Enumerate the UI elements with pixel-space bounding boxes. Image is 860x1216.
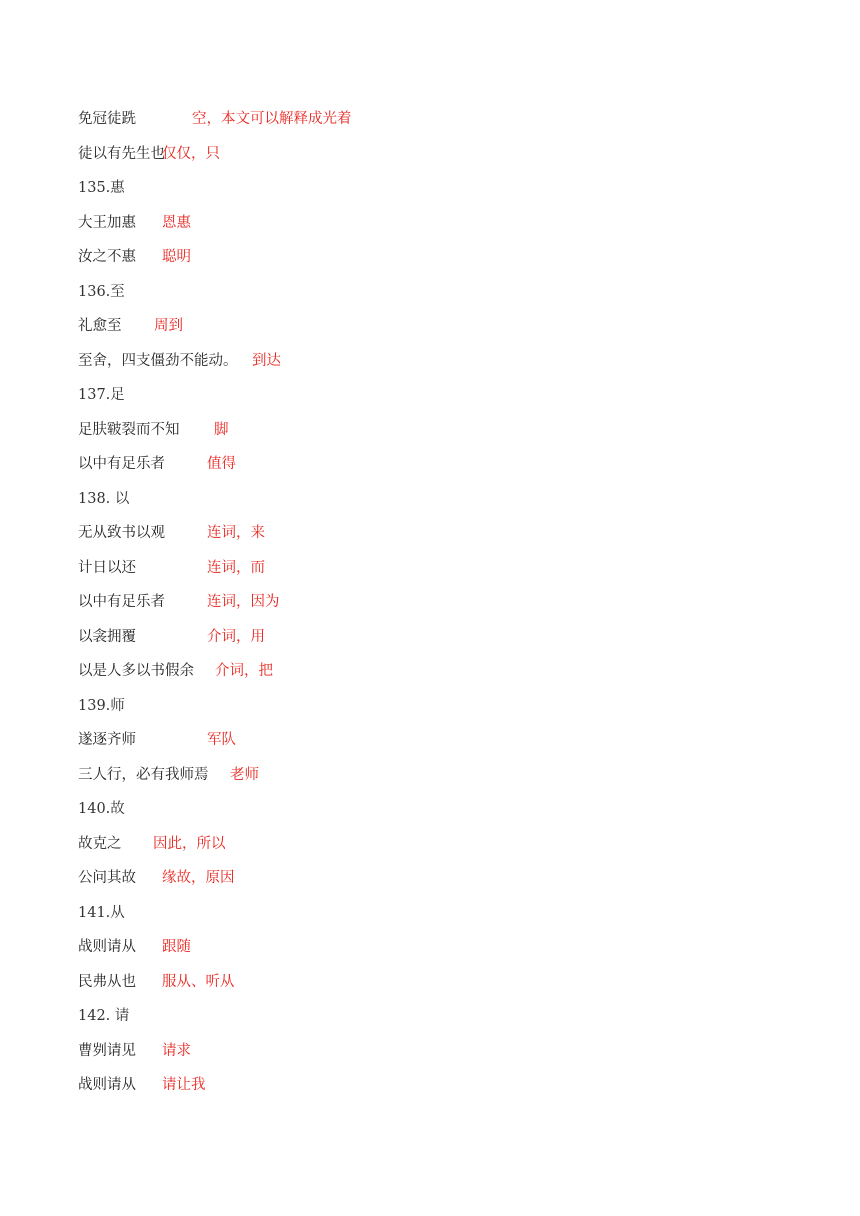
section-heading <box>78 1006 778 1041</box>
entry-gloss: 聪明 <box>162 249 191 265</box>
heading-text: 135.惠 <box>78 180 125 196</box>
vocab-entry <box>78 213 778 248</box>
entry-gloss: 缘故，原因 <box>162 870 235 886</box>
entry-term: 以中有足乐者 <box>78 456 165 472</box>
vocab-entry <box>78 1075 778 1110</box>
section-heading <box>78 385 778 420</box>
entry-gloss: 军队 <box>207 732 236 748</box>
entry-gloss: 跟随 <box>162 939 191 955</box>
entry-term: 遂逐齐师 <box>78 732 136 748</box>
entry-term: 民弗从也 <box>78 973 136 990</box>
entry-gloss: 因此，所以 <box>153 835 226 852</box>
vocab-entry <box>78 661 778 696</box>
section-heading <box>78 696 778 731</box>
entry-gloss: 仅仅，只 <box>162 145 220 162</box>
vocab-entry <box>78 247 778 282</box>
entry-term: 大王加惠 <box>78 214 136 231</box>
section-heading <box>78 799 778 834</box>
entry-gloss: 周到 <box>154 318 183 334</box>
entry-gloss: 介词，把 <box>215 663 273 679</box>
entry-gloss: 恩惠 <box>162 214 191 231</box>
heading-text: 141.从 <box>78 904 125 921</box>
vocab-entry <box>78 558 778 593</box>
vocab-entry <box>78 454 778 489</box>
vocab-entry <box>78 316 778 351</box>
entry-term: 徒以有先生也 <box>78 145 165 162</box>
entry-gloss: 老师 <box>230 766 259 783</box>
entry-term: 以中有足乐者 <box>78 594 165 610</box>
heading-text: 142. 请 <box>78 1008 130 1024</box>
entry-term: 战则请从 <box>78 1077 136 1093</box>
entry-gloss: 连词，因为 <box>207 594 280 610</box>
vocab-entry <box>78 765 778 800</box>
entry-gloss: 连词，而 <box>207 559 265 576</box>
entry-term: 曹刿请见 <box>78 1042 136 1059</box>
entry-term: 汝之不惠 <box>78 249 136 265</box>
entry-gloss: 请让我 <box>162 1077 206 1093</box>
entry-term: 计日以还 <box>78 559 136 576</box>
entry-gloss: 服从、听从 <box>162 973 235 990</box>
heading-text: 136.至 <box>78 283 125 300</box>
section-heading <box>78 282 778 317</box>
entry-term: 至舍，四支僵劲不能动。 <box>78 352 238 369</box>
vocab-entry <box>78 351 778 386</box>
entry-term: 足肤皲裂而不知 <box>78 421 180 438</box>
entry-gloss: 到达 <box>252 352 281 369</box>
entry-term: 以是人多以书假余 <box>78 663 194 679</box>
vocab-entry <box>78 1041 778 1076</box>
heading-text: 138. 以 <box>78 490 130 507</box>
vocab-entry <box>78 627 778 662</box>
section-heading <box>78 489 778 524</box>
vocab-entry <box>78 834 778 869</box>
entry-term: 三人行，必有我师焉 <box>78 766 209 783</box>
vocab-entry <box>78 523 778 558</box>
entry-gloss: 脚 <box>214 421 229 438</box>
entry-term: 无从致书以观 <box>78 525 165 541</box>
entry-term: 战则请从 <box>78 939 136 955</box>
entry-term: 公问其故 <box>78 870 136 886</box>
vocab-entry <box>78 972 778 1007</box>
vocab-entry <box>78 109 778 144</box>
entry-gloss: 空，本文可以解释成光着 <box>192 111 352 127</box>
section-heading <box>78 178 778 213</box>
entry-term: 以衾拥覆 <box>78 628 136 645</box>
entry-gloss: 介词，用 <box>207 628 265 645</box>
entry-term: 故克之 <box>78 835 122 852</box>
entry-gloss: 连词，来 <box>207 525 265 541</box>
entry-term: 礼愈至 <box>78 318 122 334</box>
heading-text: 139.师 <box>78 697 125 714</box>
entry-gloss: 请求 <box>162 1042 191 1059</box>
vocab-entry <box>78 730 778 765</box>
vocab-entry <box>78 144 778 179</box>
section-heading <box>78 903 778 938</box>
entry-term: 免冠徒跣 <box>78 111 136 127</box>
vocab-entry <box>78 420 778 455</box>
vocab-entry <box>78 868 778 903</box>
vocab-entry <box>78 937 778 972</box>
vocab-entry <box>78 592 778 627</box>
document-body <box>78 109 778 1110</box>
entry-gloss: 值得 <box>207 456 236 472</box>
heading-text: 137.足 <box>78 387 125 403</box>
heading-text: 140.故 <box>78 801 125 817</box>
